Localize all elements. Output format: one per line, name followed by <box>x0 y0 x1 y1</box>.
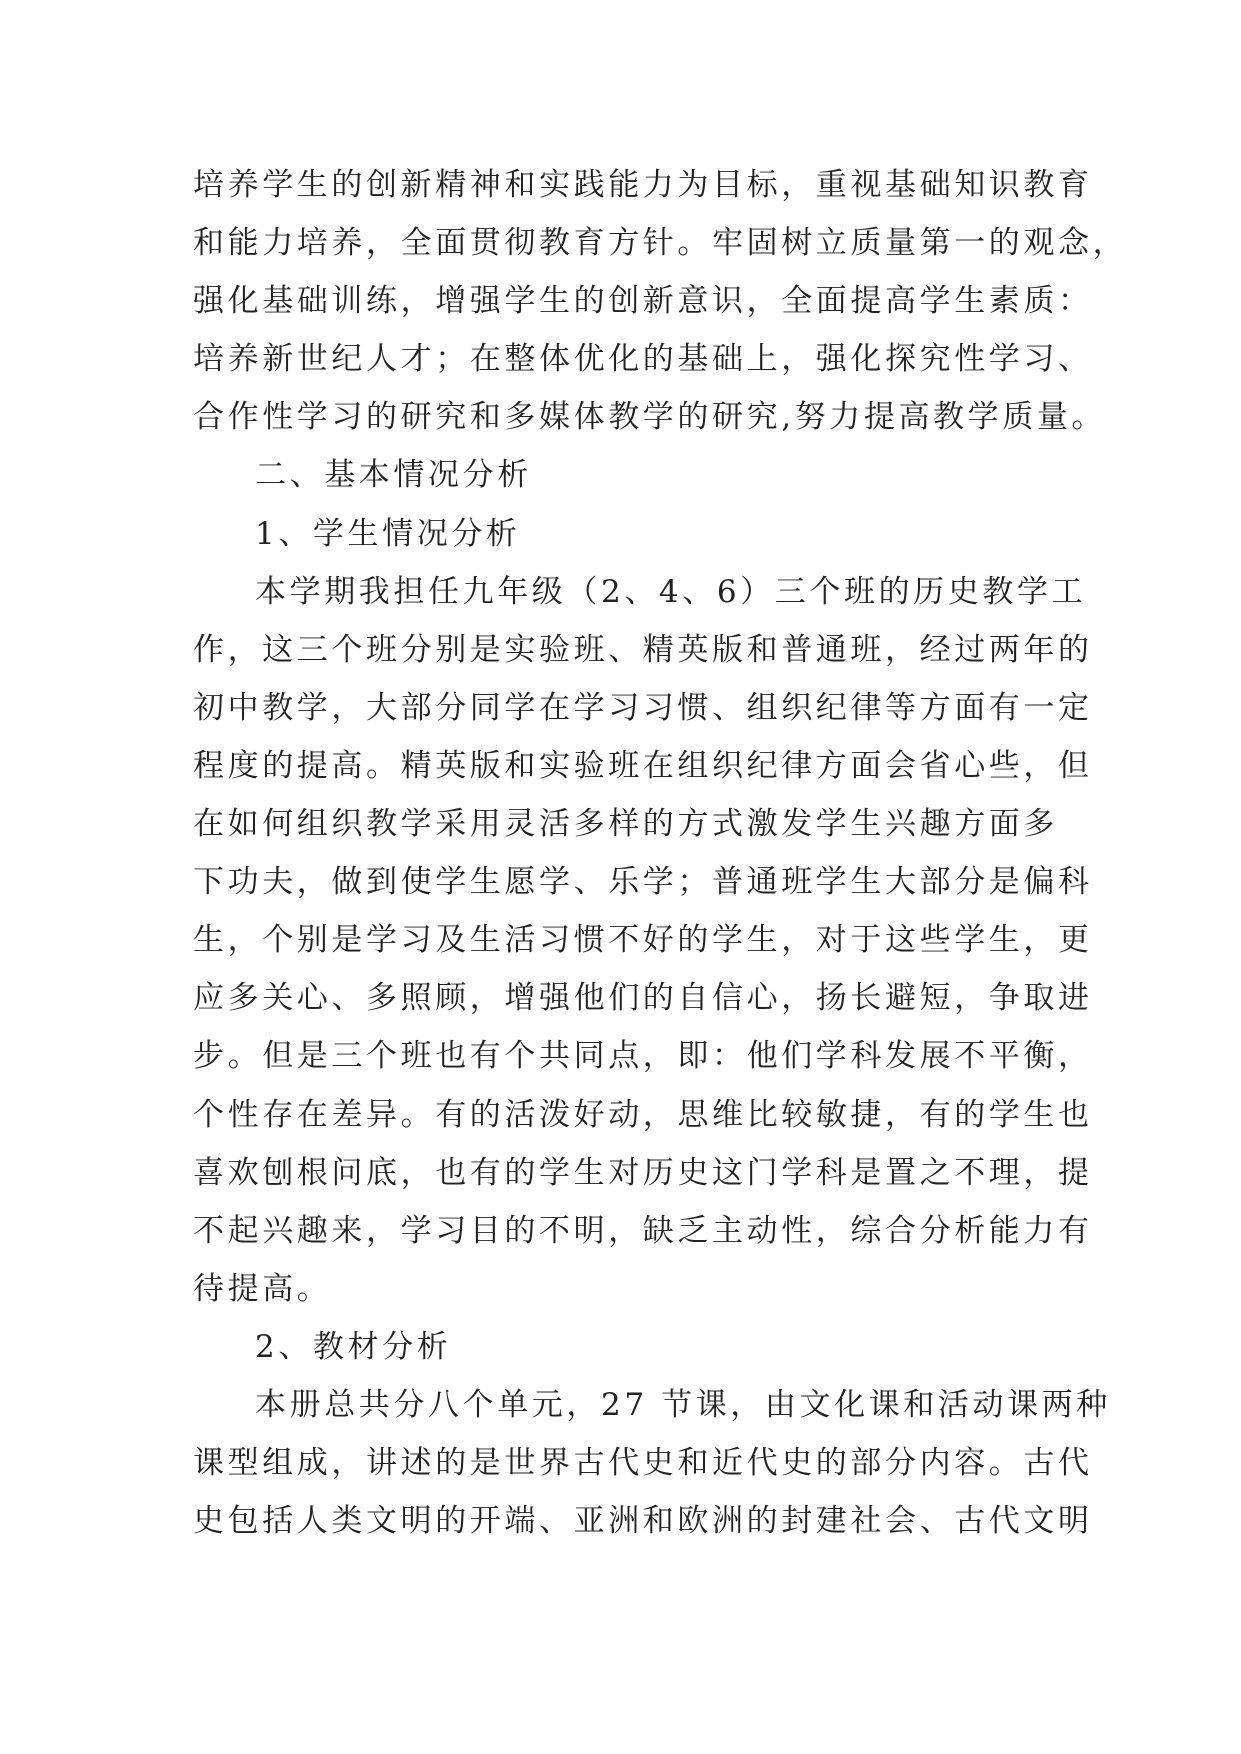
paragraph-line: 不起兴趣来，学习目的不明，缺乏主动性，综合分析能力有 <box>193 1212 1093 1249</box>
paragraph-line: 强化基础训练，增强学生的创新意识，全面提高学生素质： <box>193 283 1093 320</box>
paragraph-line: 生，个别是学习及生活习惯不好的学生，对于这些学生，更 <box>193 922 1093 959</box>
subsection-heading: 1、学生情况分析 <box>255 515 521 552</box>
paragraph-line: 喜欢刨根问底，也有的学生对历史这门学科是置之不理，提 <box>193 1154 1093 1191</box>
paragraph-line: 培养学生的创新精神和实践能力为目标，重视基础知识教育 <box>193 167 1093 203</box>
paragraph-line: 史包括人类文明的开端、亚洲和欧洲的封建社会、古代文明 <box>193 1503 1093 1540</box>
document-body <box>193 156 1128 1550</box>
paragraph-line: 本学期我担任九年级（2、4、6）三个班的历史教学工 <box>255 573 1087 610</box>
paragraph-line: 合作性学习的研究和多媒体教学的研究,努力提高教学质量。 <box>193 399 1107 436</box>
paragraph-line: 本册总共分八个单元，27 节课，由文化课和活动课两种 <box>255 1386 1111 1423</box>
paragraph-line: 初中教学，大部分同学在学习习惯、组织纪律等方面有一定 <box>193 689 1093 726</box>
paragraph-line: 下功夫，做到使学生愿学、乐学；普通班学生大部分是偏科 <box>193 864 1093 901</box>
paragraph-line: 待提高。 <box>193 1270 332 1307</box>
section-heading: 二、基本情况分析 <box>255 457 532 494</box>
paragraph-line: 步。但是三个班也有个共同点，即：他们学科发展不平衡， <box>193 1038 1093 1075</box>
paragraph-line: 在如何组织教学采用灵活多样的方式激发学生兴趣方面多 <box>193 806 1058 843</box>
paragraph-line: 程度的提高。精英版和实验班在组织纪律方面会省心些，但 <box>193 747 1093 784</box>
paragraph-line: 应多关心、多照顾，增强他们的自信心，扬长避短，争取进 <box>193 980 1093 1017</box>
paragraph-line: 培养新世纪人才；在整体优化的基础上，强化探究性学习、 <box>193 341 1093 378</box>
subsection-heading: 2、教材分析 <box>255 1328 452 1365</box>
paragraph-line: 作，这三个班分别是实验班、精英版和普通班，经过两年的 <box>193 631 1093 668</box>
paragraph-line: 课型组成，讲述的是世界古代史和近代史的部分内容。古代 <box>193 1445 1093 1482</box>
paragraph-line: 个性存在差异。有的活泼好动，思维比较敏捷，有的学生也 <box>193 1096 1093 1133</box>
paragraph-line: 和能力培养，全面贯彻教育方针。牢固树立质量第一的观念， <box>193 225 1128 262</box>
